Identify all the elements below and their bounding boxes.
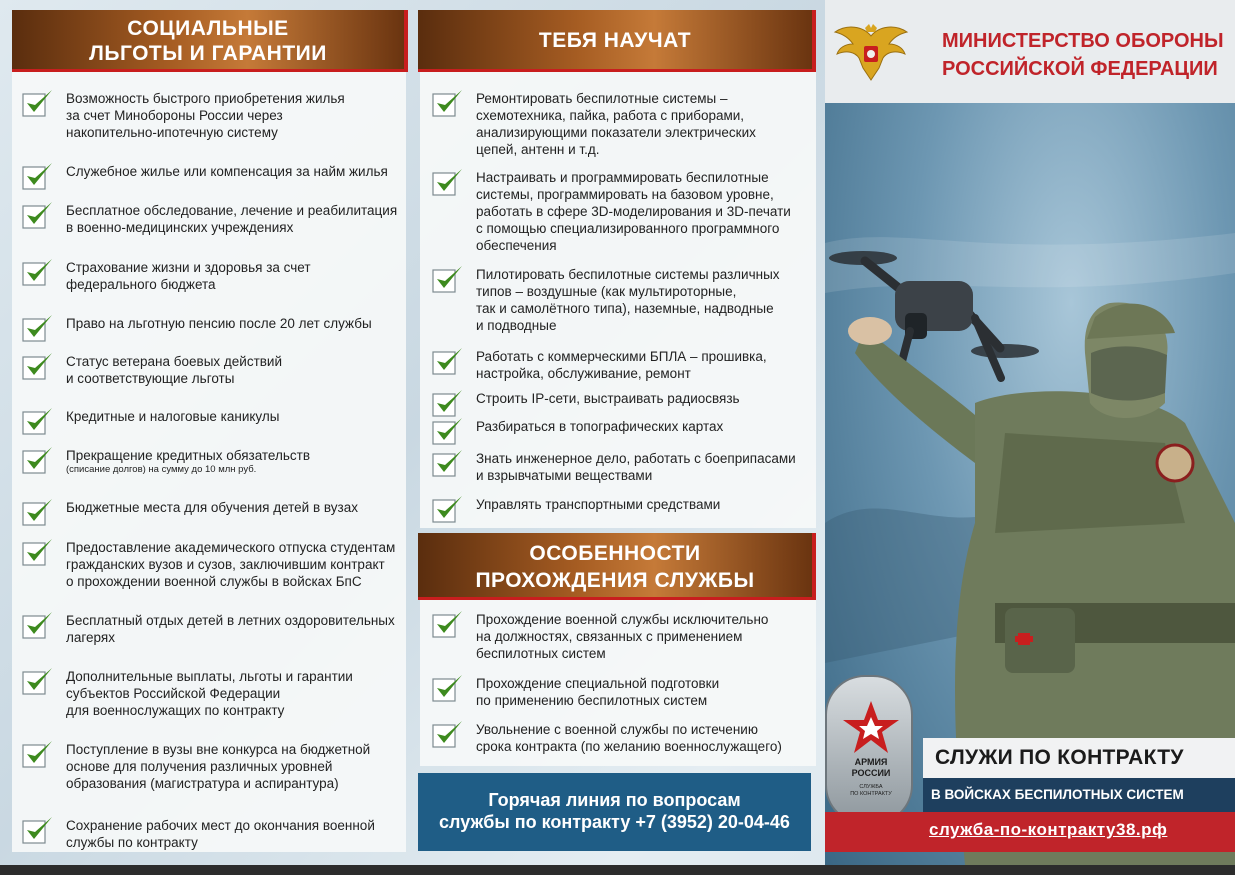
list-item [22, 668, 404, 719]
list-item [22, 539, 404, 590]
item-line: Управлять транспортными средствами [476, 497, 721, 512]
service-features-header [418, 533, 816, 600]
banner-title: СЛУЖИ ПО КОНТРАКТУ [935, 746, 1184, 769]
list-item [22, 741, 404, 792]
list-item [432, 675, 812, 709]
benefits-list [22, 90, 404, 850]
double-headed-eagle-emblem [833, 22, 909, 84]
list-item [22, 259, 404, 293]
skills-title: ТЕБЯ НАУЧАТ [538, 29, 692, 52]
skills-header [418, 10, 816, 72]
item-line: настройка, обслуживание, ремонт [476, 366, 691, 381]
checkmark-icon [22, 351, 56, 383]
checkmark-icon [22, 313, 56, 345]
item-line: беспилотных систем [476, 646, 606, 661]
list-item [22, 612, 404, 646]
hotline-box [418, 773, 811, 851]
item-line: субъектов Российской Федерации [66, 686, 281, 701]
item-line: Увольнение с военной службы по истечению [476, 722, 758, 737]
list-item [432, 169, 812, 254]
list-item [22, 163, 404, 193]
list-item [432, 721, 812, 755]
item-line: накопительно-ипотечную систему [66, 125, 278, 140]
banner-subtitle-box [923, 778, 1235, 812]
item-line: Бюджетные места для обучения детей в вузах [66, 500, 358, 515]
item-line: федерального бюджета [66, 277, 216, 292]
item-line: цепей, антенн и т.д. [476, 142, 600, 157]
item-line: так и самолётного типа), наземные, надводные [476, 301, 774, 316]
ministry-title-line-2: РОССИЙСКОЙ ФЕДЕРАЦИИ [942, 58, 1218, 80]
checkmark-icon [22, 815, 56, 847]
site-link[interactable]: служба-по-контракту38.рф [929, 820, 1168, 839]
checkmark-icon [432, 609, 466, 641]
banner-subtitle: В ВОЙСКАХ БЕСПИЛОТНЫХ СИСТЕМ [931, 787, 1184, 802]
checkmark-icon [22, 537, 56, 569]
checkmark-icon [22, 161, 56, 193]
checkmark-icon [432, 494, 466, 526]
item-line: Служебное жилье или компенсация за найм жилья [66, 164, 388, 179]
bottom-bar [0, 865, 1235, 875]
item-line: Кредитные и налоговые каникулы [66, 409, 280, 424]
checkmark-icon [22, 200, 56, 232]
hotline-line-1: Горячая линия по вопросам [488, 790, 741, 810]
item-line: Статус ветерана боевых действий [66, 354, 283, 369]
item-line: Прохождение военной службы исключительно [476, 612, 769, 627]
ministry-title [942, 27, 1224, 83]
list-item [22, 90, 404, 141]
red-star-icon [841, 699, 901, 755]
list-item [22, 353, 404, 387]
badge-line-1: АРМИЯ [854, 757, 888, 767]
item-line: срока контракта (по желанию военнослужащего) [476, 739, 782, 754]
benefits-title-line-2: ЛЬГОТЫ И ГАРАНТИИ [89, 42, 327, 65]
item-line: основе для получения различных уровней [66, 759, 333, 774]
item-line: Бесплатное обследование, лечение и реабилитация [66, 203, 398, 218]
checkmark-icon [22, 497, 56, 529]
ministry-header [825, 0, 1235, 103]
checkmark-icon [22, 445, 56, 477]
list-item [432, 390, 812, 420]
item-line: с помощью специализированного программного [476, 221, 780, 236]
item-line: на должностях, связанных с применением [476, 629, 743, 644]
checkmark-icon [22, 666, 56, 698]
badge-line-3: СЛУЖБА [859, 784, 883, 790]
checkmark-icon [22, 406, 56, 438]
item-line: Настраивать и программировать беспилотные [476, 170, 769, 185]
list-item [432, 266, 812, 334]
item-line: Прохождение специальной подготовки [476, 676, 720, 691]
list-item [22, 202, 404, 236]
army-badge [825, 675, 913, 825]
item-line: и соответствующие льготы [66, 371, 235, 386]
list-item [22, 817, 404, 851]
list-item [432, 90, 812, 158]
item-line: обеспечения [476, 238, 557, 253]
item-line: в военно-медицинских учреждениях [66, 220, 294, 235]
item-line: анализирующими показатели электрических [476, 125, 756, 140]
item-note: (списание долгов) на сумму до 10 млн руб. [66, 464, 257, 475]
service-features-title-line-2: ПРОХОЖДЕНИЯ СЛУЖБЫ [475, 569, 755, 592]
checkmark-icon [432, 167, 466, 199]
checkmark-icon [432, 264, 466, 296]
item-line: схемотехника, пайка, работа с приборами, [476, 108, 745, 123]
item-line: Разбираться в топографических картах [476, 419, 724, 434]
item-line: и взрывчатыми веществами [476, 468, 653, 483]
checkmark-icon [432, 346, 466, 378]
list-item [22, 408, 404, 438]
checkmark-icon [432, 719, 466, 751]
banner-title-box [923, 738, 1235, 778]
item-line: Строить IP-сети, выстраивать радиосвязь [476, 391, 740, 406]
item-line: лагерях [66, 630, 115, 645]
list-item [432, 496, 812, 526]
item-line: за счет Минобороны России через [66, 108, 283, 123]
badge-line-4: ПО КОНТРАКТУ [850, 791, 892, 797]
item-line: Страхование жизни и здоровья за счет [66, 260, 311, 275]
service-features-title-line-1: ОСОБЕННОСТИ [529, 542, 701, 565]
list-item [22, 499, 404, 529]
checkmark-icon [432, 448, 466, 480]
item-line: и подводные [476, 318, 557, 333]
ministry-title-line-1: МИНИСТЕРСТВО ОБОРОНЫ [942, 30, 1224, 52]
item-line: Ремонтировать беспилотные системы – [476, 91, 728, 106]
item-line: Пилотировать беспилотные системы различных [476, 267, 780, 282]
list-item [432, 418, 812, 448]
checkmark-icon [22, 88, 56, 120]
item-line: для военнослужащих по контракту [66, 703, 285, 718]
item-line: Сохранение рабочих мест до окончания военной [66, 818, 375, 833]
item-line: типов – воздушные (как мультироторные, [476, 284, 737, 299]
item-line: по применению беспилотных систем [476, 693, 708, 708]
item-line: системы, программировать на базовом уровне, [476, 187, 774, 202]
skills-list [432, 90, 812, 520]
item-line: Знать инженерное дело, работать с боеприпасами [476, 451, 796, 466]
badge-line-2: РОССИИ [851, 768, 891, 778]
checkmark-icon [22, 610, 56, 642]
list-item [22, 315, 404, 345]
item-line: Прекращение кредитных обязательств [66, 448, 311, 463]
item-line: службы по контракту [66, 835, 198, 850]
checkmark-icon [432, 673, 466, 705]
item-line: Работать с коммерческими БПЛА – прошивка, [476, 349, 767, 364]
hotline-phone[interactable]: службы по контракту +7 (3952) 20-04-46 [439, 812, 790, 832]
list-item [432, 348, 812, 382]
list-item [22, 447, 404, 477]
list-item [432, 450, 812, 484]
item-line: образования (магистратура и аспирантура) [66, 776, 339, 791]
banner-site-box [825, 812, 1235, 852]
checkmark-icon [432, 88, 466, 120]
item-line: Бесплатный отдых детей в летних оздоровительных [66, 613, 395, 628]
item-line: Поступление в вузы вне конкурса на бюджетной [66, 742, 371, 757]
checkmark-icon [22, 257, 56, 289]
item-line: гражданских вузов и сузов, заключившим контракт [66, 557, 385, 572]
list-item [432, 611, 812, 662]
item-line: Предоставление академического отпуска студентам [66, 540, 396, 555]
item-line: Право на льготную пенсию после 20 лет службы [66, 316, 372, 331]
benefits-title-line-1: СОЦИАЛЬНЫЕ [127, 17, 289, 40]
item-line: Возможность быстрого приобретения жилья [66, 91, 345, 106]
item-line: Дополнительные выплаты, льготы и гарантии [66, 669, 353, 684]
checkmark-icon [432, 416, 466, 448]
hero-image-area [825, 0, 1235, 865]
item-line: работать в сфере 3D-моделирования и 3D-печати [476, 204, 791, 219]
item-line: о прохождении военной службы в войсках БпС [66, 574, 362, 589]
benefits-header [12, 10, 408, 72]
checkmark-icon [22, 739, 56, 771]
service-features-list [432, 611, 812, 761]
